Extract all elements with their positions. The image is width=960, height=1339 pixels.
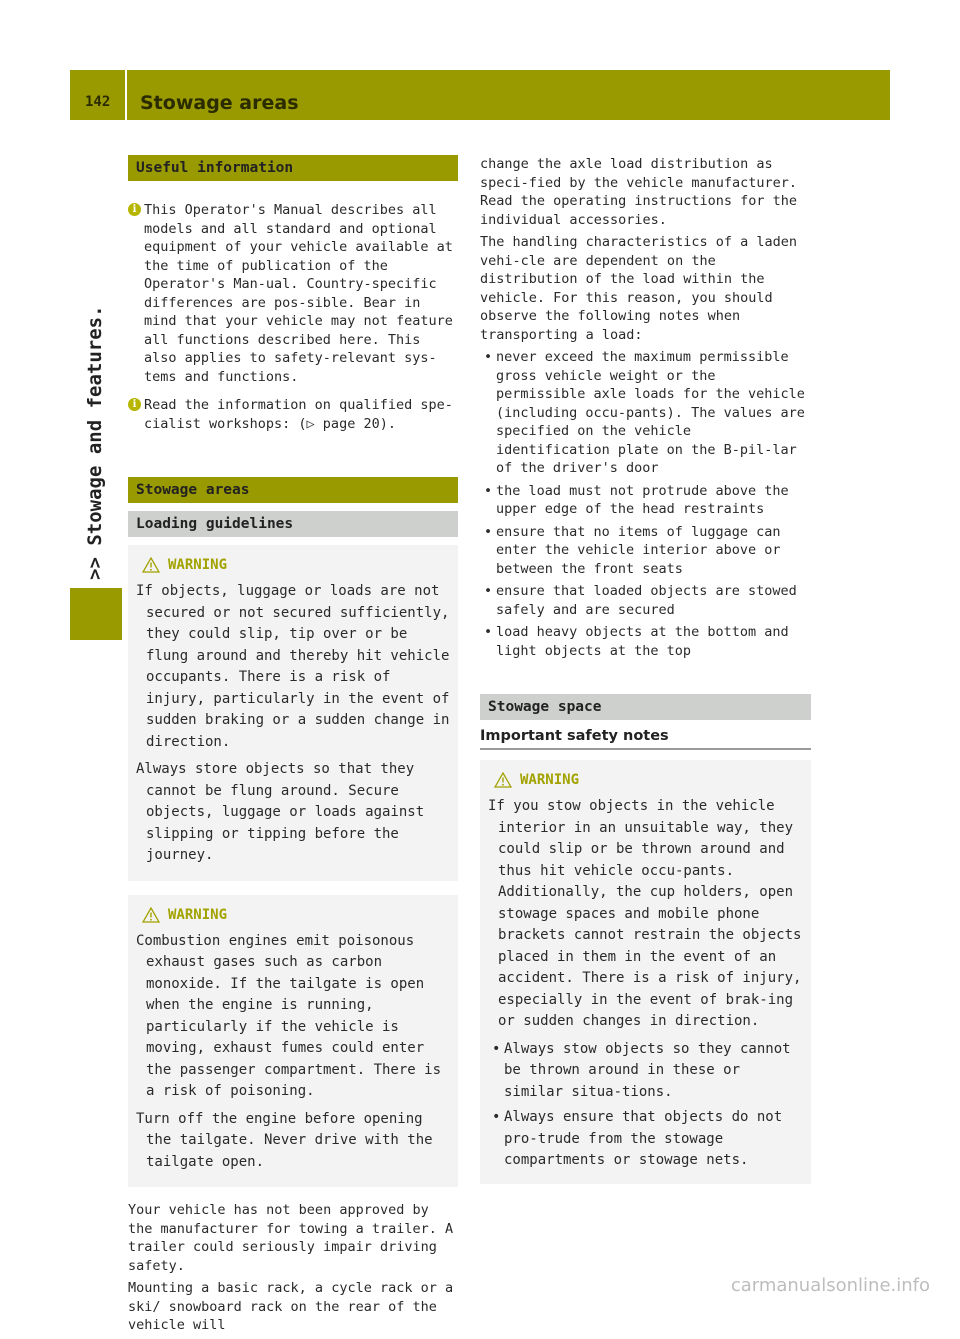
info-note (128, 201, 458, 386)
warning-box (128, 895, 458, 1188)
header-divider (125, 70, 127, 120)
body-paragraph: The handling characteristics of a laden vehi-cle are dependent on the distribution of the load within the vehicle. For this reason, you should observe the following notes when transporting a load: (480, 234, 797, 343)
warning-box (128, 545, 458, 881)
loading-notes-list (480, 348, 811, 660)
right-column (480, 155, 811, 1198)
warning-header (142, 907, 450, 923)
body-paragraph: Your vehicle has not been approved by the manufacturer for towing a trailer. A trailer could seriously impair driving safety. (128, 1202, 454, 1274)
info-note-text: Read the information on qualified spe-cialist workshops: (▷ page 20). (144, 397, 453, 432)
warning-bullet-list (488, 1039, 803, 1172)
list-item: • Always stow objects so they cannot be thrown around in these or similar situa-tions. (488, 1039, 803, 1104)
body-paragraph: Mounting a basic rack, a cycle rack or a ski/ snowboard rack on the rear of the vehicle will (128, 1280, 454, 1333)
warning-triangle-icon (142, 907, 160, 923)
list-item: • load heavy objects at the bottom and light objects at the top (480, 623, 811, 660)
info-note-text: This Operator's Manual describes all models and all standard and optional equipment of your vehicle available at the time of publication of the Operator's Man-ual. Country-specific differences are pos-sible. Bear in mind that your vehicle may not feature all functions described here. This also applies to safety-relevant sys-tems and functions. (144, 202, 453, 385)
page-header (70, 70, 890, 120)
left-column (128, 155, 458, 1339)
warning-text: If objects, luggage or loads are not secured or not secured sufficiently, they could slip, tip over or be flung around and thereby hit vehicle occupants. There is a risk of injury, particularly in the event of sudden braking or a sudden change in direction. (136, 583, 450, 750)
subheading-important-safety-notes: Important safety notes (480, 728, 811, 750)
section-heading-useful-information: Useful information (128, 155, 458, 181)
side-chapter-label: >> Stowage and features. (84, 305, 106, 580)
info-note (128, 396, 458, 433)
warning-label: WARNING (168, 906, 228, 923)
warning-label: WARNING (520, 772, 580, 788)
page-title: Stowage areas (140, 92, 299, 114)
list-item: • ensure that no items of luggage can enter the vehicle interior above or between the front seats (480, 523, 811, 579)
info-icon: i (128, 398, 141, 411)
chapter-tab (70, 588, 122, 640)
warning-header (494, 772, 803, 788)
watermark: carmanualsonline.info (730, 1275, 930, 1296)
warning-text: Always store objects so that they cannot be flung around. Secure objects, luggage or loads against slipping or tipping before the journey. (136, 761, 425, 863)
warning-text: Turn off the engine before opening the tailgate. Never drive with the tailgate open. (136, 1110, 433, 1170)
list-item: • the load must not protrude above the upper edge of the head restraints (480, 482, 811, 519)
body-paragraph: change the axle load distribution as speci-fied by the vehicle manufacturer. Read the operating instructions for the individual accessories. (480, 156, 797, 228)
subheading-loading-guidelines: Loading guidelines (128, 511, 458, 537)
warning-triangle-icon (494, 772, 512, 788)
section-heading-stowage-areas: Stowage areas (128, 477, 458, 503)
page-number: 142 (85, 94, 111, 110)
warning-triangle-icon (142, 557, 160, 573)
list-item: • never exceed the maximum permissible gross vehicle weight or the permissible axle loads for the vehicle (including occu-pants). The values are specified on the vehicle identification plate on the B-pil-lar of the driver's door (480, 348, 811, 478)
list-item: • Always ensure that objects do not pro-trude from the stowage compartments or stowage nets. (488, 1107, 803, 1172)
info-icon: i (128, 203, 141, 216)
warning-header (142, 557, 450, 573)
warning-text: If you stow objects in the vehicle interior in an unsuitable way, they could slip or be thrown around and thus hit vehicle occu-pants. Additionally, the cup holders, open stowage spaces and mobile phone brackets cannot restrain the objects placed in them in the event of an accident. There is a risk of injury, especially in the event of brak-ing or sudden changes in direction. (488, 798, 802, 1029)
warning-label: WARNING (168, 557, 228, 573)
section-heading-stowage-space: Stowage space (480, 694, 811, 720)
list-item: • ensure that loaded objects are stowed safely and are secured (480, 582, 811, 619)
warning-box (480, 760, 811, 1184)
warning-text: Combustion engines emit poisonous exhaust gases such as carbon monoxide. If the tailgate is open when the engine is running, particularly if the vehicle is moving, exhaust fumes could enter the passenger compartment. There is a risk of poisoning. (136, 932, 442, 1099)
